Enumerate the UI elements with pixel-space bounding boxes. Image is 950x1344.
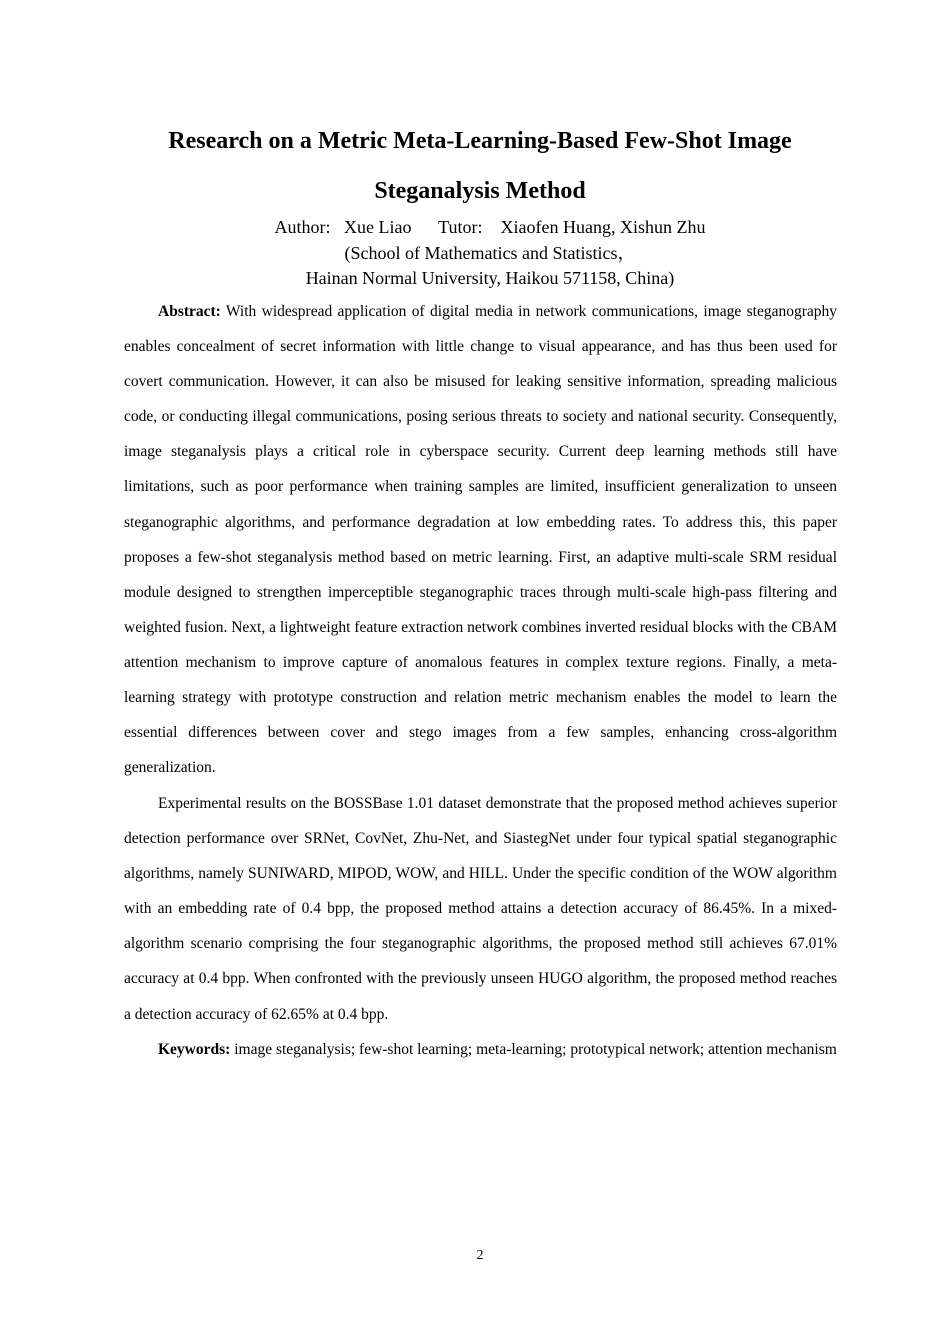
- affiliation-line-2: Hainan Normal University, Haikou 571158, China): [305, 268, 675, 288]
- keywords-paragraph: [124, 1032, 837, 1067]
- abstract-section: [124, 294, 837, 785]
- paper-title-line-1: Research on a Metric Meta-Learning-Based Few-Shot Image: [168, 128, 792, 154]
- page-number: 2: [476, 1248, 484, 1263]
- author-tutor-line: Author: Xue Liao Tutor: Xiaofen Huang, Xishun Zhu: [274, 217, 706, 237]
- keywords-section: [124, 1032, 837, 1067]
- abstract-paragraph: [124, 294, 837, 785]
- affiliation-line-1: (School of Mathematics and Statistics，: [344, 243, 636, 263]
- results-paragraph: Experimental results on the BOSSBase 1.01 dataset demonstrate that the proposed method achieves superior detection performance over SRNet, CovNet, Zhu-Net, and SiastegNet under four typical spatial steganographic algorithms, namely SUNIWARD, MIPOD, WOW, and HILL. Under the specific condition of the WOW algorithm with an embedding rate of 0.4 bpp, the proposed method attains a detection accuracy of 86.45%. In a mixed-algorithm scenario comprising the four steganographic algorithms, the proposed method still achieves 67.01% accuracy at 0.4 bpp. When confronted with the previously unseen HUGO algorithm, the proposed method reaches a detection accuracy of 62.65% at 0.4 bpp.: [124, 795, 837, 1023]
- abstract-text: With widespread application of digital media in network communications, image steganography enables concealment of secret information with little change to visual appearance, and has thus been used for covert communication. However, it can also be misused for leaking sensitive information, spreading malicious code, or conducting illegal communications, posing serious threats to society and national security. Consequently, image steganalysis plays a critical role in cyberspace security. Current deep learning methods still have limitations, such as poor performance when training samples are limited, insufficient generalization to unseen steganographic algorithms, and performance degradation at low embedding rates. To address this, this paper proposes a few-shot steganalysis method based on metric learning. First, an adaptive multi-scale SRM residual module designed to strengthen imperceptible steganographic traces through multi-scale high-pass filtering and weighted fusion. Next, a lightweight feature extraction network combines inverted residual blocks with the CBAM attention mechanism to improve capture of anomalous features in complex texture regions. Finally, a meta-learning strategy with prototype construction and relation metric mechanism enables the model to learn the essential differences between cover and stego images from a few samples, enhancing cross-algorithm generalization.: [124, 303, 837, 777]
- results-section: [124, 786, 837, 1032]
- abstract-label: Abstract:: [158, 303, 221, 320]
- keywords-text: image steganalysis; few-shot learning; meta-learning; prototypical network; attention mechanism: [230, 1041, 837, 1058]
- keywords-label: Keywords:: [158, 1041, 231, 1058]
- paper-title-line-2: Steganalysis Method: [374, 178, 586, 204]
